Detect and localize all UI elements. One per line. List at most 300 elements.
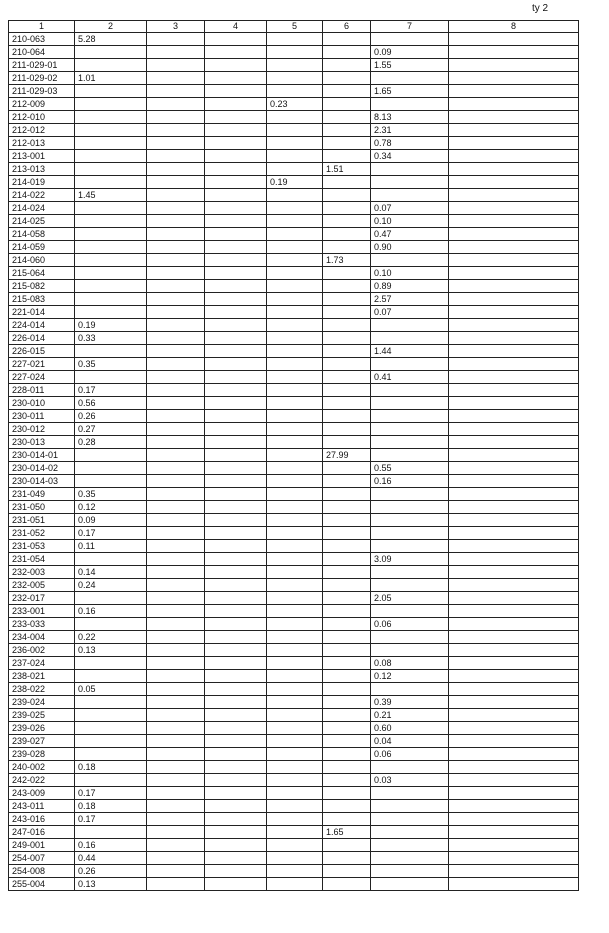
value-cell — [449, 475, 579, 488]
table-row — [9, 761, 579, 774]
value-cell — [371, 33, 449, 46]
value-cell — [323, 176, 371, 189]
value-cell — [323, 592, 371, 605]
value-cell — [323, 709, 371, 722]
value-cell: 0.47 — [371, 228, 449, 241]
value-cell — [323, 124, 371, 137]
value-cell — [147, 280, 205, 293]
value-cell — [449, 449, 579, 462]
row-code-cell: 215-083 — [9, 293, 75, 306]
value-cell: 0.10 — [371, 267, 449, 280]
table-row — [9, 124, 579, 137]
table-row — [9, 605, 579, 618]
row-code-cell: 234-004 — [9, 631, 75, 644]
value-cell: 0.18 — [75, 761, 147, 774]
table-row — [9, 540, 579, 553]
value-cell — [75, 592, 147, 605]
value-cell — [267, 878, 323, 891]
value-cell: 0.21 — [371, 709, 449, 722]
value-cell — [147, 111, 205, 124]
value-cell — [147, 85, 205, 98]
value-cell — [147, 605, 205, 618]
table-row — [9, 111, 579, 124]
value-cell — [371, 176, 449, 189]
value-cell — [267, 241, 323, 254]
table-row — [9, 306, 579, 319]
value-cell — [371, 501, 449, 514]
row-code-cell: 232-017 — [9, 592, 75, 605]
table-row — [9, 293, 579, 306]
value-cell — [371, 423, 449, 436]
value-cell — [371, 72, 449, 85]
value-cell — [323, 98, 371, 111]
value-cell — [371, 813, 449, 826]
value-cell — [205, 774, 267, 787]
table-row — [9, 345, 579, 358]
value-cell — [449, 59, 579, 72]
value-cell — [323, 215, 371, 228]
table-row — [9, 254, 579, 267]
value-cell — [449, 852, 579, 865]
value-cell — [323, 59, 371, 72]
value-cell — [267, 462, 323, 475]
value-cell — [323, 540, 371, 553]
value-cell — [205, 553, 267, 566]
table-row — [9, 631, 579, 644]
value-cell — [205, 124, 267, 137]
table-row — [9, 553, 579, 566]
value-cell — [75, 618, 147, 631]
value-cell — [371, 540, 449, 553]
value-cell — [449, 293, 579, 306]
value-cell — [449, 605, 579, 618]
value-cell — [147, 436, 205, 449]
value-cell — [449, 254, 579, 267]
value-cell: 0.05 — [75, 683, 147, 696]
value-cell — [323, 657, 371, 670]
value-cell — [449, 462, 579, 475]
value-cell — [323, 384, 371, 397]
value-cell — [267, 566, 323, 579]
value-cell: 1.65 — [371, 85, 449, 98]
table-row — [9, 85, 579, 98]
value-cell — [147, 800, 205, 813]
value-cell — [371, 579, 449, 592]
value-cell — [147, 683, 205, 696]
table-row — [9, 46, 579, 59]
value-cell — [267, 774, 323, 787]
row-code-cell: 212-009 — [9, 98, 75, 111]
value-cell: 0.35 — [75, 358, 147, 371]
value-cell — [147, 189, 205, 202]
value-cell — [371, 410, 449, 423]
value-cell — [205, 228, 267, 241]
value-cell — [75, 462, 147, 475]
value-cell — [147, 735, 205, 748]
value-cell — [449, 202, 579, 215]
row-code-cell: 237-024 — [9, 657, 75, 670]
value-cell — [205, 709, 267, 722]
value-cell: 0.23 — [267, 98, 323, 111]
value-cell — [323, 228, 371, 241]
table-row — [9, 436, 579, 449]
value-cell — [75, 241, 147, 254]
row-code-cell: 238-022 — [9, 683, 75, 696]
value-cell — [205, 397, 267, 410]
value-cell — [267, 111, 323, 124]
value-cell — [75, 696, 147, 709]
value-cell — [147, 631, 205, 644]
row-code-cell: 226-014 — [9, 332, 75, 345]
value-cell — [267, 709, 323, 722]
value-cell — [205, 436, 267, 449]
value-cell — [449, 215, 579, 228]
value-cell: 0.19 — [75, 319, 147, 332]
table-row — [9, 488, 579, 501]
value-cell — [205, 722, 267, 735]
row-code-cell: 211-029-02 — [9, 72, 75, 85]
row-code-cell: 211-029-03 — [9, 85, 75, 98]
value-cell — [147, 423, 205, 436]
value-cell — [205, 449, 267, 462]
value-cell: 0.13 — [75, 878, 147, 891]
value-cell — [267, 475, 323, 488]
value-cell — [267, 813, 323, 826]
value-cell — [449, 319, 579, 332]
value-cell — [267, 72, 323, 85]
value-cell: 0.33 — [75, 332, 147, 345]
value-cell — [267, 267, 323, 280]
value-cell — [323, 618, 371, 631]
value-cell — [267, 33, 323, 46]
row-code-cell: 214-059 — [9, 241, 75, 254]
value-cell — [267, 254, 323, 267]
value-cell: 0.17 — [75, 384, 147, 397]
value-cell — [449, 189, 579, 202]
value-cell — [205, 527, 267, 540]
value-cell: 0.39 — [371, 696, 449, 709]
value-cell — [267, 124, 323, 137]
table-row — [9, 644, 579, 657]
value-cell — [205, 787, 267, 800]
table-row — [9, 618, 579, 631]
value-cell: 1.45 — [75, 189, 147, 202]
value-cell — [75, 735, 147, 748]
value-cell — [449, 345, 579, 358]
value-cell — [205, 59, 267, 72]
table-row — [9, 774, 579, 787]
value-cell — [205, 358, 267, 371]
table-row — [9, 267, 579, 280]
value-cell — [205, 761, 267, 774]
value-cell — [371, 189, 449, 202]
value-cell — [371, 605, 449, 618]
column-header: 7 — [371, 21, 449, 33]
value-cell: 1.55 — [371, 59, 449, 72]
value-cell: 0.06 — [371, 748, 449, 761]
value-cell — [205, 657, 267, 670]
value-cell — [267, 371, 323, 384]
value-cell — [75, 150, 147, 163]
value-cell — [449, 384, 579, 397]
row-code-cell: 240-002 — [9, 761, 75, 774]
value-cell — [449, 371, 579, 384]
value-cell — [75, 59, 147, 72]
value-cell — [267, 423, 323, 436]
value-cell: 0.09 — [371, 46, 449, 59]
row-code-cell: 211-029-01 — [9, 59, 75, 72]
table-row — [9, 358, 579, 371]
value-cell — [323, 696, 371, 709]
value-cell — [205, 111, 267, 124]
value-cell — [371, 644, 449, 657]
table-row — [9, 332, 579, 345]
table-row — [9, 176, 579, 189]
row-code-cell: 215-064 — [9, 267, 75, 280]
value-cell — [147, 501, 205, 514]
value-cell — [75, 748, 147, 761]
value-cell — [449, 670, 579, 683]
value-cell — [267, 553, 323, 566]
table-row — [9, 449, 579, 462]
value-cell — [449, 267, 579, 280]
value-cell — [371, 839, 449, 852]
value-cell — [147, 527, 205, 540]
value-cell — [205, 241, 267, 254]
value-cell — [147, 657, 205, 670]
value-cell — [205, 371, 267, 384]
row-code-cell: 230-014-02 — [9, 462, 75, 475]
value-cell — [371, 436, 449, 449]
value-cell — [449, 514, 579, 527]
table-row — [9, 371, 579, 384]
value-cell: 0.17 — [75, 787, 147, 800]
value-cell — [267, 358, 323, 371]
row-code-cell: 243-009 — [9, 787, 75, 800]
value-cell — [371, 449, 449, 462]
value-cell — [323, 800, 371, 813]
value-cell — [267, 332, 323, 345]
value-cell — [267, 696, 323, 709]
value-cell — [205, 410, 267, 423]
value-cell — [323, 813, 371, 826]
value-cell — [147, 345, 205, 358]
value-cell — [205, 254, 267, 267]
value-cell — [371, 254, 449, 267]
value-cell — [323, 475, 371, 488]
value-cell — [205, 878, 267, 891]
value-cell — [205, 618, 267, 631]
value-cell — [147, 865, 205, 878]
value-cell — [323, 150, 371, 163]
row-code-cell: 213-013 — [9, 163, 75, 176]
value-cell — [147, 696, 205, 709]
value-cell — [267, 735, 323, 748]
value-cell: 0.16 — [75, 605, 147, 618]
value-cell — [267, 722, 323, 735]
row-code-cell: 227-021 — [9, 358, 75, 371]
value-cell — [323, 85, 371, 98]
table-row — [9, 865, 579, 878]
value-cell — [449, 306, 579, 319]
value-cell — [267, 657, 323, 670]
value-cell: 0.26 — [75, 865, 147, 878]
column-header: 4 — [205, 21, 267, 33]
value-cell — [147, 852, 205, 865]
row-code-cell: 230-010 — [9, 397, 75, 410]
value-cell — [323, 46, 371, 59]
value-cell: 0.89 — [371, 280, 449, 293]
value-cell — [323, 436, 371, 449]
value-cell — [205, 826, 267, 839]
value-cell — [205, 566, 267, 579]
value-cell: 0.56 — [75, 397, 147, 410]
value-cell: 2.05 — [371, 592, 449, 605]
value-cell: 2.31 — [371, 124, 449, 137]
value-cell — [267, 761, 323, 774]
value-cell — [147, 72, 205, 85]
value-cell — [323, 514, 371, 527]
value-cell — [205, 293, 267, 306]
row-code-cell: 239-026 — [9, 722, 75, 735]
value-cell: 0.11 — [75, 540, 147, 553]
value-cell — [205, 319, 267, 332]
value-cell — [205, 163, 267, 176]
column-header: 2 — [75, 21, 147, 33]
value-cell: 0.44 — [75, 852, 147, 865]
table-row — [9, 137, 579, 150]
value-cell — [205, 176, 267, 189]
value-cell: 0.19 — [267, 176, 323, 189]
value-cell — [449, 839, 579, 852]
value-cell — [449, 280, 579, 293]
value-cell: 0.04 — [371, 735, 449, 748]
row-code-cell: 254-007 — [9, 852, 75, 865]
value-cell — [323, 878, 371, 891]
value-cell: 0.24 — [75, 579, 147, 592]
value-cell — [147, 254, 205, 267]
value-cell — [267, 488, 323, 501]
value-cell — [323, 605, 371, 618]
value-cell: 1.65 — [323, 826, 371, 839]
row-code-cell: 243-011 — [9, 800, 75, 813]
value-cell — [371, 566, 449, 579]
value-cell — [449, 774, 579, 787]
value-cell — [75, 254, 147, 267]
value-cell: 0.60 — [371, 722, 449, 735]
value-cell — [267, 501, 323, 514]
row-code-cell: 243-016 — [9, 813, 75, 826]
value-cell — [147, 98, 205, 111]
value-cell — [147, 293, 205, 306]
value-cell: 0.13 — [75, 644, 147, 657]
value-cell: 0.12 — [371, 670, 449, 683]
table-row — [9, 72, 579, 85]
value-cell: 0.16 — [371, 475, 449, 488]
row-code-cell: 247-016 — [9, 826, 75, 839]
table-row — [9, 163, 579, 176]
value-cell — [449, 709, 579, 722]
row-code-cell: 230-013 — [9, 436, 75, 449]
row-code-cell: 224-014 — [9, 319, 75, 332]
table-row — [9, 241, 579, 254]
value-cell — [323, 566, 371, 579]
value-cell — [205, 683, 267, 696]
row-code-cell: 231-051 — [9, 514, 75, 527]
value-cell — [267, 436, 323, 449]
value-cell: 0.17 — [75, 813, 147, 826]
value-cell — [147, 644, 205, 657]
value-cell — [147, 163, 205, 176]
value-cell — [371, 852, 449, 865]
value-cell — [147, 449, 205, 462]
value-cell — [267, 345, 323, 358]
value-cell — [323, 852, 371, 865]
value-cell: 0.17 — [75, 527, 147, 540]
value-cell — [323, 33, 371, 46]
value-cell — [267, 514, 323, 527]
value-cell — [267, 839, 323, 852]
value-cell — [323, 735, 371, 748]
value-cell — [205, 488, 267, 501]
row-code-cell: 221-014 — [9, 306, 75, 319]
value-cell — [449, 46, 579, 59]
value-cell — [371, 761, 449, 774]
table-row — [9, 878, 579, 891]
value-cell: 0.41 — [371, 371, 449, 384]
table-row — [9, 280, 579, 293]
value-cell: 0.09 — [75, 514, 147, 527]
value-cell: 2.57 — [371, 293, 449, 306]
table-row — [9, 423, 579, 436]
value-cell — [449, 631, 579, 644]
value-cell — [449, 423, 579, 436]
value-cell — [75, 449, 147, 462]
table-row — [9, 59, 579, 72]
table-row — [9, 839, 579, 852]
value-cell — [205, 384, 267, 397]
value-cell — [323, 332, 371, 345]
value-cell — [205, 605, 267, 618]
value-cell — [267, 384, 323, 397]
value-cell — [267, 150, 323, 163]
value-cell — [449, 397, 579, 410]
value-cell — [371, 527, 449, 540]
row-code-cell: 232-005 — [9, 579, 75, 592]
value-cell — [449, 98, 579, 111]
table-row — [9, 410, 579, 423]
value-cell — [267, 397, 323, 410]
value-cell — [323, 306, 371, 319]
value-cell — [371, 631, 449, 644]
value-cell: 1.44 — [371, 345, 449, 358]
value-cell — [267, 631, 323, 644]
row-code-cell: 231-053 — [9, 540, 75, 553]
value-cell — [267, 748, 323, 761]
row-code-cell: 232-003 — [9, 566, 75, 579]
value-cell — [323, 579, 371, 592]
table-row — [9, 501, 579, 514]
value-cell — [205, 332, 267, 345]
value-cell: 0.07 — [371, 306, 449, 319]
value-cell — [147, 566, 205, 579]
data-table — [8, 20, 579, 891]
value-cell — [147, 774, 205, 787]
value-cell — [75, 202, 147, 215]
value-cell — [205, 800, 267, 813]
table-row — [9, 384, 579, 397]
table-row — [9, 722, 579, 735]
